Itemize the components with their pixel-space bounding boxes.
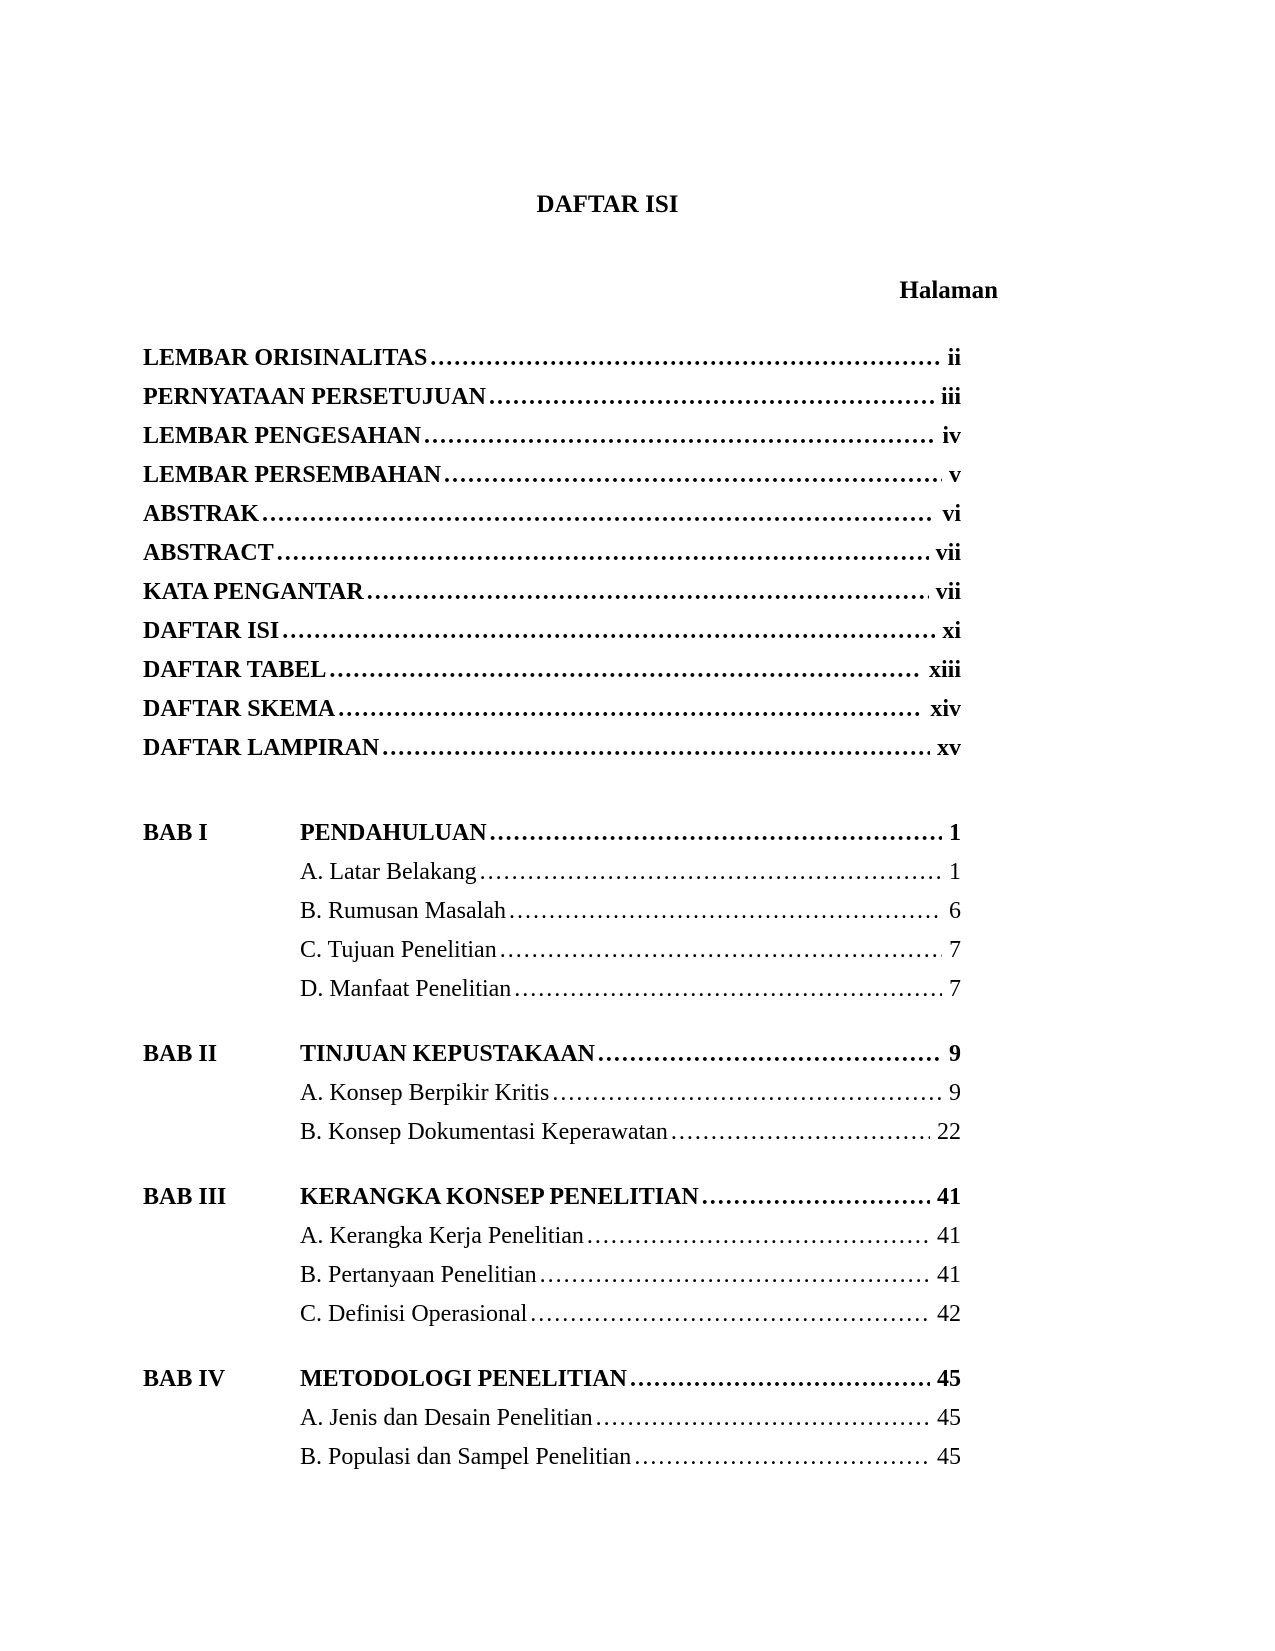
dot-leader <box>427 339 940 378</box>
toc-entry-page: 45 <box>937 1444 961 1470</box>
toc-entry-page: iv <box>942 423 961 449</box>
dot-leader <box>274 534 929 573</box>
dot-leader <box>379 729 930 768</box>
toc-entry-label: ABSTRACT <box>143 540 274 566</box>
toc-entry-label: C. Tujuan Penelitian <box>300 937 497 963</box>
toc-entry-page: iii <box>940 384 961 410</box>
dot-leader <box>549 1074 942 1113</box>
chapter-number: BAB II <box>143 1041 218 1067</box>
toc-subentry <box>143 1113 961 1152</box>
toc-entry-label: B. Rumusan Masalah <box>300 898 506 924</box>
toc-subentry <box>143 1217 961 1256</box>
toc-entry-label: DAFTAR TABEL <box>143 657 327 683</box>
toc-entry-label: A. Konsep Berpikir Kritis <box>300 1080 550 1106</box>
toc-entry-label: DAFTAR SKEMA <box>143 696 336 722</box>
dot-leader <box>364 573 929 612</box>
dot-leader <box>537 1256 930 1295</box>
toc-entry-label: A. Latar Belakang <box>300 859 477 885</box>
toc-entry-page: vi <box>942 501 961 527</box>
toc-entry-page: xiii <box>928 657 961 683</box>
toc-entry <box>143 378 961 417</box>
dot-leader <box>497 931 942 970</box>
toc-entry-page: ii <box>947 345 961 371</box>
toc-entry-label: A. Jenis dan Desain Penelitian <box>300 1405 593 1431</box>
toc-entry-page: xi <box>942 618 961 644</box>
toc-entry-label: LEMBAR PERSEMBAHAN <box>143 462 442 488</box>
toc-entry-page: 1 <box>949 859 961 885</box>
toc-entry-page: vii <box>935 579 961 605</box>
toc-entry-label: B. Konsep Dokumentasi Keperawatan <box>300 1119 668 1145</box>
chapter-block <box>143 1360 961 1477</box>
toc-subentry <box>143 1295 961 1334</box>
toc-entry <box>143 729 961 768</box>
toc-entry-label: D. Manfaat Penelitian <box>300 976 512 1002</box>
dot-leader <box>486 378 934 417</box>
table-of-contents <box>143 339 961 1477</box>
toc-entry-page: 7 <box>949 976 961 1002</box>
dot-leader <box>584 1217 930 1256</box>
chapter-number: BAB I <box>143 820 208 846</box>
toc-subentry <box>143 970 961 1009</box>
front-matter-list <box>143 339 961 768</box>
toc-entry <box>143 456 961 495</box>
chapter-heading-row <box>143 1360 961 1399</box>
toc-entry-page: 41 <box>937 1223 961 1249</box>
toc-entry-page: vii <box>935 540 961 566</box>
dot-leader <box>441 456 942 495</box>
chapter-title: PENDAHULUAN <box>300 820 487 846</box>
dot-leader <box>627 1360 930 1399</box>
chapter-number: BAB III <box>143 1184 227 1210</box>
dot-leader <box>631 1438 930 1477</box>
toc-entry-label: DAFTAR ISI <box>143 618 280 644</box>
toc-entry-page: 9 <box>949 1080 961 1106</box>
toc-entry-page: 45 <box>937 1405 961 1431</box>
chapter-heading-row <box>143 814 961 853</box>
chapter-block <box>143 1178 961 1334</box>
dot-leader <box>279 612 935 651</box>
chapter-title: KERANGKA KONSEP PENELITIAN <box>300 1184 699 1210</box>
dot-leader <box>595 1035 942 1074</box>
toc-entry-label: LEMBAR ORISINALITAS <box>143 345 428 371</box>
chapter-heading-row <box>143 1178 961 1217</box>
toc-entry <box>143 651 961 690</box>
toc-entry-page: 41 <box>937 1184 961 1210</box>
toc-entry-page: 41 <box>937 1262 961 1288</box>
toc-entry-label: DAFTAR LAMPIRAN <box>143 735 380 761</box>
column-header-halaman: Halaman <box>899 277 998 304</box>
toc-entry-page: v <box>949 462 961 488</box>
toc-entry-label: KATA PENGANTAR <box>143 579 364 605</box>
toc-entry-page: 22 <box>937 1119 961 1145</box>
toc-entry-page: 7 <box>949 937 961 963</box>
dot-leader <box>421 417 935 456</box>
dot-leader <box>511 970 942 1009</box>
toc-entry-page: 1 <box>949 820 961 846</box>
toc-subentry <box>143 1074 961 1113</box>
toc-entry-page: 42 <box>937 1301 961 1327</box>
dot-leader <box>259 495 935 534</box>
toc-entry <box>143 612 961 651</box>
dot-leader <box>593 1399 930 1438</box>
toc-entry-label: LEMBAR PENGESAHAN <box>143 423 422 449</box>
chapter-list <box>143 814 961 1477</box>
toc-subentry <box>143 931 961 970</box>
toc-entry-page: 45 <box>937 1366 961 1392</box>
toc-entry <box>143 573 961 612</box>
chapter-number: BAB IV <box>143 1366 226 1392</box>
dot-leader <box>699 1178 930 1217</box>
toc-entry-label: B. Populasi dan Sampel Penelitian <box>300 1444 632 1470</box>
toc-entry-label: A. Kerangka Kerja Penelitian <box>300 1223 584 1249</box>
toc-entry <box>143 534 961 573</box>
toc-entry-label: B. Pertanyaan Penelitian <box>300 1262 537 1288</box>
dot-leader <box>506 892 942 931</box>
toc-entry-label: ABSTRAK <box>143 501 260 527</box>
toc-subentry <box>143 1256 961 1295</box>
dot-leader <box>326 651 922 690</box>
toc-entry-label: PERNYATAAN PERSETUJUAN <box>143 384 486 410</box>
toc-subentry <box>143 1399 961 1438</box>
toc-entry <box>143 690 961 729</box>
chapter-heading-row <box>143 1035 961 1074</box>
toc-entry <box>143 495 961 534</box>
toc-subentry <box>143 1438 961 1477</box>
dot-leader <box>477 853 942 892</box>
chapter-title: TINJUAN KEPUSTAKAAN <box>300 1041 595 1067</box>
toc-entry-label: C. Definisi Operasional <box>300 1301 528 1327</box>
toc-subentry <box>143 892 961 931</box>
toc-entry-page: 6 <box>949 898 961 924</box>
dot-leader <box>527 1295 930 1334</box>
dot-leader <box>487 814 942 853</box>
toc-entry-page: xiv <box>930 696 961 722</box>
toc-subentry <box>143 853 961 892</box>
toc-entry-page: xv <box>937 735 961 761</box>
chapter-block <box>143 814 961 1009</box>
toc-entry <box>143 339 961 378</box>
toc-entry-page: 9 <box>949 1041 961 1067</box>
dot-leader <box>335 690 923 729</box>
toc-entry <box>143 417 961 456</box>
chapter-title: METODOLOGI PENELITIAN <box>300 1366 627 1392</box>
dot-leader <box>668 1113 930 1152</box>
chapter-block <box>143 1035 961 1152</box>
page-title: DAFTAR ISI <box>536 191 679 218</box>
